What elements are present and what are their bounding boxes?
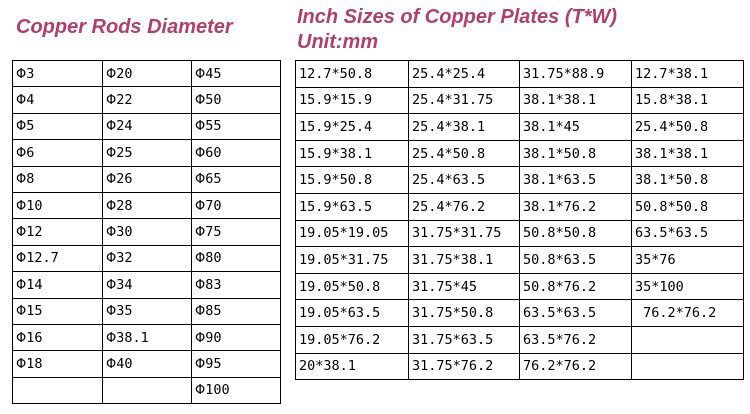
diameter-symbol: Φ	[195, 330, 206, 346]
diameter-symbol: Φ	[106, 119, 117, 135]
diameter-symbol: Φ	[16, 304, 27, 320]
plate-size-cell: 63.5*63.5	[520, 300, 632, 327]
rod-diameter-value: 20	[116, 65, 133, 82]
plate-size-cell: 38.1*38.1	[632, 140, 744, 167]
plate-size-cell: 19.05*31.75	[296, 247, 409, 274]
diameter-symbol: Φ	[195, 356, 206, 372]
rod-diameter-value: 30	[116, 224, 133, 241]
plate-size-cell: 50.8*76.2	[520, 273, 632, 300]
rods-cell	[192, 140, 281, 166]
rods-cell	[103, 192, 192, 218]
rod-diameter-value: 28	[116, 197, 133, 214]
plate-size-cell	[632, 353, 744, 380]
plate-size-cell: 35*76	[632, 247, 744, 274]
rod-diameter-value: 55	[205, 118, 222, 135]
rods-cell	[103, 298, 192, 324]
diameter-symbol: Φ	[106, 66, 117, 82]
diameter-symbol: Φ	[16, 225, 27, 241]
rods-cell	[192, 192, 281, 218]
rods-row	[13, 272, 281, 298]
plates-row	[296, 300, 744, 327]
rods-row	[13, 87, 281, 113]
diameter-symbol: Φ	[16, 66, 27, 82]
rod-diameter-value: 34	[116, 276, 133, 293]
plate-size-cell: 15.8*38.1	[632, 87, 744, 114]
diameter-symbol: Φ	[106, 251, 117, 267]
rod-diameter-value: 75	[205, 224, 222, 241]
diameter-symbol: Φ	[195, 277, 206, 293]
rods-cell	[192, 245, 281, 271]
rod-diameter-value: 14	[26, 276, 43, 293]
rod-diameter-value: 12	[26, 224, 43, 241]
rod-diameter-value: 83	[205, 276, 222, 293]
rod-diameter-value: 10	[26, 197, 43, 214]
rod-diameter-value: 22	[116, 92, 133, 109]
rod-diameter-value: 4	[26, 92, 35, 109]
rods-row	[13, 219, 281, 245]
plates-row	[296, 326, 744, 353]
plate-size-cell: 31.75*88.9	[520, 61, 632, 88]
rod-diameter-value: 40	[116, 355, 133, 372]
plate-size-cell: 63.5*76.2	[520, 326, 632, 353]
diameter-symbol: Φ	[106, 225, 117, 241]
rods-cell	[103, 166, 192, 192]
rods-cell	[13, 324, 103, 350]
plate-size-cell: 25.4*25.4	[409, 61, 520, 88]
diameter-symbol: Φ	[16, 356, 27, 372]
plate-size-cell: 12.7*50.8	[296, 61, 409, 88]
rods-row	[13, 351, 281, 377]
plate-size-cell: 25.4*31.75	[409, 87, 520, 114]
diameter-symbol: Φ	[106, 145, 117, 161]
diameter-symbol: Φ	[106, 356, 117, 372]
diameter-symbol: Φ	[16, 198, 27, 214]
rods-cell	[192, 61, 281, 87]
rods-row	[13, 140, 281, 166]
diameter-symbol: Φ	[106, 304, 117, 320]
plates-table	[295, 60, 744, 380]
rods-cell	[103, 87, 192, 113]
rods-row	[13, 61, 281, 87]
plates-row	[296, 87, 744, 114]
diameter-symbol: Φ	[195, 66, 206, 82]
rods-table	[12, 60, 281, 404]
plates-row	[296, 353, 744, 380]
rods-cell	[13, 351, 103, 377]
diameter-symbol: Φ	[106, 198, 117, 214]
plate-size-cell: 25.4*50.8	[409, 140, 520, 167]
rod-diameter-value: 32	[116, 250, 133, 267]
plate-size-cell: 15.9*63.5	[296, 193, 409, 220]
rods-cell	[13, 113, 103, 139]
rod-diameter-value: 38.1	[116, 329, 149, 346]
rods-cell	[192, 377, 281, 403]
diameter-symbol: Φ	[195, 225, 206, 241]
rods-cell	[192, 324, 281, 350]
plate-size-cell: 19.05*63.5	[296, 300, 409, 327]
plate-size-cell: 15.9*15.9	[296, 87, 409, 114]
rods-cell	[103, 219, 192, 245]
plate-size-cell: 31.75*63.5	[409, 326, 520, 353]
plates-row	[296, 167, 744, 194]
diameter-symbol: Φ	[16, 119, 27, 135]
plate-size-cell: 31.75*50.8	[409, 300, 520, 327]
plate-size-cell: 50.8*50.8	[520, 220, 632, 247]
diameter-symbol: Φ	[195, 145, 206, 161]
rods-cell	[13, 61, 103, 87]
plates-row	[296, 273, 744, 300]
diameter-symbol: Φ	[16, 330, 27, 346]
rod-diameter-value: 24	[116, 118, 133, 135]
rod-diameter-value: 50	[205, 92, 222, 109]
plate-size-cell: 35*100	[632, 273, 744, 300]
diameter-symbol: Φ	[106, 93, 117, 109]
plates-row	[296, 114, 744, 141]
diameter-symbol: Φ	[106, 172, 117, 188]
rod-diameter-value: 35	[116, 303, 133, 320]
rods-title: Copper Rods Diameter	[16, 16, 233, 38]
rod-diameter-value: 6	[26, 144, 35, 161]
rods-cell	[192, 87, 281, 113]
rod-diameter-value: 85	[205, 303, 222, 320]
plates-row	[296, 61, 744, 88]
plate-size-cell: 15.9*50.8	[296, 167, 409, 194]
rods-cell	[103, 351, 192, 377]
rods-cell	[103, 140, 192, 166]
plates-row	[296, 193, 744, 220]
rods-row	[13, 324, 281, 350]
rods-cell	[13, 87, 103, 113]
rod-diameter-value: 70	[205, 197, 222, 214]
plate-size-cell: 38.1*45	[520, 114, 632, 141]
rod-diameter-value: 65	[205, 171, 222, 188]
rod-diameter-value: 80	[205, 250, 222, 267]
plate-size-cell: 50.8*50.8	[632, 193, 744, 220]
rods-cell	[192, 219, 281, 245]
rods-row	[13, 166, 281, 192]
rod-diameter-value: 3	[26, 65, 35, 82]
rod-diameter-value: 15	[26, 303, 43, 320]
rods-cell	[192, 298, 281, 324]
rod-diameter-value: 8	[26, 171, 35, 188]
rods-cell	[103, 377, 192, 403]
plate-size-cell: 19.05*76.2	[296, 326, 409, 353]
rod-diameter-value: 90	[205, 329, 222, 346]
diameter-symbol: Φ	[195, 119, 206, 135]
rods-cell	[13, 219, 103, 245]
rod-diameter-value: 25	[116, 144, 133, 161]
plate-size-cell: 31.75*38.1	[409, 247, 520, 274]
plates-unit: Unit:mm	[297, 31, 379, 53]
rod-diameter-value: 45	[205, 65, 222, 82]
diameter-symbol: Φ	[16, 172, 27, 188]
rods-row	[13, 113, 281, 139]
rods-row	[13, 377, 281, 403]
rods-cell	[13, 166, 103, 192]
plate-size-cell: 38.1*50.8	[632, 167, 744, 194]
rods-cell	[192, 272, 281, 298]
diameter-symbol: Φ	[195, 251, 206, 267]
plate-size-cell: 15.9*25.4	[296, 114, 409, 141]
plate-size-cell: 63.5*63.5	[632, 220, 744, 247]
plate-size-cell: 25.4*76.2	[409, 193, 520, 220]
diameter-symbol: Φ	[195, 93, 206, 109]
rod-diameter-value: 5	[26, 118, 35, 135]
rod-diameter-value: 60	[205, 144, 222, 161]
plate-size-cell: 20*38.1	[296, 353, 409, 380]
rod-diameter-value: 26	[116, 171, 133, 188]
plates-title: Inch Sizes of Copper Plates (T*W)	[297, 6, 618, 28]
rods-cell	[103, 245, 192, 271]
plate-size-cell: 31.75*31.75	[409, 220, 520, 247]
diameter-symbol: Φ	[195, 198, 206, 214]
rods-cell	[13, 245, 103, 271]
plate-size-cell: 38.1*38.1	[520, 87, 632, 114]
plate-size-cell: 25.4*38.1	[409, 114, 520, 141]
plate-size-cell: 25.4*50.8	[632, 114, 744, 141]
rods-cell	[103, 272, 192, 298]
rod-diameter-value: 12.7	[26, 250, 59, 267]
plate-size-cell: 15.9*38.1	[296, 140, 409, 167]
diameter-symbol: Φ	[195, 383, 206, 399]
plate-size-cell: 50.8*63.5	[520, 247, 632, 274]
diameter-symbol: Φ	[195, 172, 206, 188]
diameter-symbol: Φ	[106, 277, 117, 293]
diameter-symbol: Φ	[16, 93, 27, 109]
plate-size-cell: 31.75*76.2	[409, 353, 520, 380]
rod-diameter-value: 100	[205, 382, 230, 399]
rods-cell	[13, 192, 103, 218]
plates-row	[296, 247, 744, 274]
plate-size-cell: 76.2*76.2	[520, 353, 632, 380]
rods-cell	[103, 324, 192, 350]
plate-size-cell: 19.05*19.05	[296, 220, 409, 247]
rod-diameter-value: 16	[26, 329, 43, 346]
plate-size-cell: 38.1*50.8	[520, 140, 632, 167]
rods-cell	[13, 298, 103, 324]
rods-row	[13, 245, 281, 271]
rods-row	[13, 298, 281, 324]
diameter-symbol: Φ	[195, 304, 206, 320]
diameter-symbol: Φ	[16, 251, 27, 267]
plate-size-cell: 31.75*45	[409, 273, 520, 300]
diameter-symbol: Φ	[106, 330, 117, 346]
rods-cell	[103, 113, 192, 139]
rods-cell	[13, 140, 103, 166]
plate-size-cell: 25.4*63.5	[409, 167, 520, 194]
plates-row	[296, 140, 744, 167]
rods-cell	[192, 166, 281, 192]
rod-diameter-value: 18	[26, 355, 43, 372]
plate-size-cell: 76.2*76.2	[632, 300, 744, 327]
plate-size-cell	[632, 326, 744, 353]
rods-cell	[103, 61, 192, 87]
diameter-symbol: Φ	[16, 145, 27, 161]
plates-row	[296, 220, 744, 247]
plate-size-cell: 38.1*76.2	[520, 193, 632, 220]
rod-diameter-value: 95	[205, 355, 222, 372]
rods-cell	[192, 113, 281, 139]
rods-row	[13, 192, 281, 218]
rods-cell	[13, 377, 103, 403]
rods-cell	[13, 272, 103, 298]
plate-size-cell: 19.05*50.8	[296, 273, 409, 300]
rods-cell	[192, 351, 281, 377]
plate-size-cell: 12.7*38.1	[632, 61, 744, 88]
plate-size-cell: 38.1*63.5	[520, 167, 632, 194]
diameter-symbol: Φ	[16, 277, 27, 293]
